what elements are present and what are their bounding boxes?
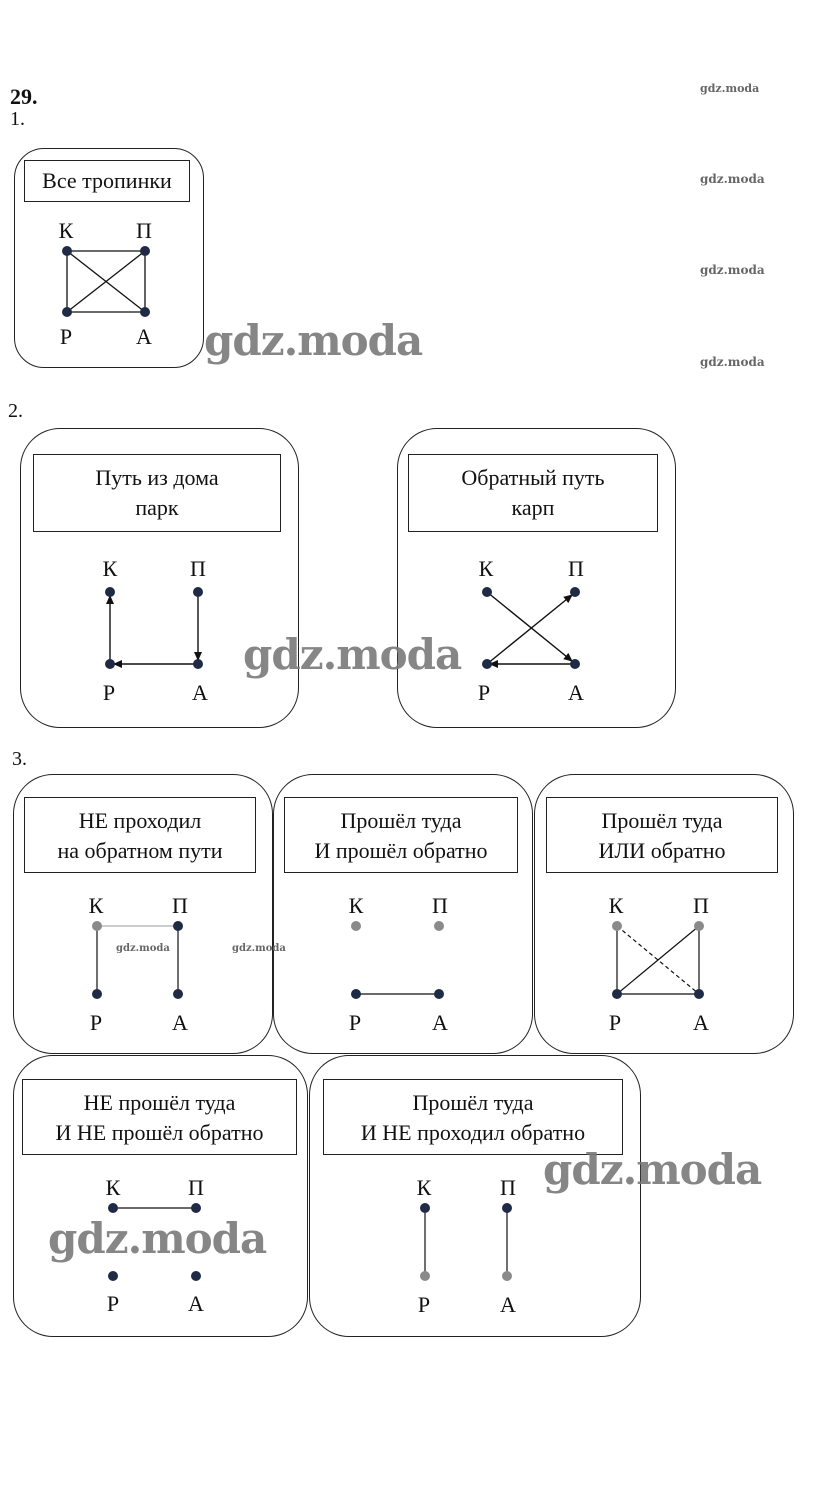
node-a	[502, 1271, 512, 1281]
task-number: 29.	[10, 84, 38, 109]
label-line: Путь из дома	[95, 465, 219, 490]
node-letter-a: А	[432, 1010, 448, 1035]
watermark: gdz.moda	[204, 316, 423, 365]
node-letter-p: П	[432, 893, 448, 918]
node-letter-r: Р	[102, 680, 116, 705]
node-letter-a: А	[172, 1010, 188, 1035]
watermark: gdz.moda	[116, 943, 170, 954]
node-letter-a: А	[568, 680, 584, 705]
node-letter-p: П	[568, 556, 584, 581]
node-letter-r: Р	[348, 1010, 362, 1035]
label-line: карп	[511, 495, 555, 520]
part-3-number: 3.	[12, 748, 27, 770]
node-k	[92, 921, 102, 931]
watermark: gdz.moda	[243, 630, 462, 679]
label-line: И прошёл обратно	[314, 838, 488, 863]
node-k	[108, 1203, 118, 1213]
node-letter-r: Р	[608, 1010, 622, 1035]
label-line: Обратный путь	[461, 465, 605, 490]
node-p	[502, 1203, 512, 1213]
node-a	[434, 989, 444, 999]
label-line: на обратном пути	[57, 838, 223, 863]
node-r	[92, 989, 102, 999]
label-line: И НЕ проходил обратно	[360, 1120, 586, 1145]
label-line: И НЕ прошёл обратно	[55, 1120, 264, 1145]
node-letter-r: Р	[59, 324, 73, 349]
node-letter-r: Р	[477, 680, 491, 705]
node-letter-p: П	[190, 556, 206, 581]
node-letter-p: П	[172, 893, 188, 918]
node-letter-a: А	[500, 1292, 516, 1317]
node-letter-a: А	[136, 324, 152, 349]
label-line: Прошёл туда	[601, 808, 723, 833]
watermark: gdz.moda	[700, 355, 765, 369]
part-2-number: 2.	[8, 400, 23, 422]
label-line: ИЛИ обратно	[598, 838, 726, 863]
node-letter-a: А	[192, 680, 208, 705]
node-letter-p: П	[136, 218, 152, 243]
node-letter-p: П	[188, 1175, 204, 1200]
node-letter-k: К	[102, 556, 118, 581]
node-r	[420, 1271, 430, 1281]
node-r	[351, 989, 361, 999]
node-letter-k: К	[105, 1175, 121, 1200]
watermark: gdz.moda	[232, 943, 286, 954]
node-letter-a: А	[188, 1291, 204, 1316]
node-letter-p: П	[500, 1175, 516, 1200]
node-letter-r: Р	[417, 1292, 431, 1317]
node-k	[420, 1203, 430, 1213]
watermark: gdz.moda	[700, 172, 765, 186]
node-r	[612, 989, 622, 999]
node-p	[694, 921, 704, 931]
watermark: gdz.moda	[700, 82, 760, 95]
node-letter-p: П	[693, 893, 709, 918]
node-p	[434, 921, 444, 931]
node-letter-k: К	[58, 218, 74, 243]
node-letter-a: А	[693, 1010, 709, 1035]
watermark: gdz.moda	[700, 263, 765, 277]
node-a	[173, 989, 183, 999]
node-a	[694, 989, 704, 999]
node-letter-k: К	[478, 556, 494, 581]
watermark: gdz.moda	[48, 1214, 267, 1263]
label-line: Прошёл туда	[340, 808, 462, 833]
node-p	[173, 921, 183, 931]
watermark: gdz.moda	[543, 1145, 762, 1194]
node-k	[612, 921, 622, 931]
label-line: НЕ проходил	[78, 808, 202, 833]
label-line: НЕ прошёл туда	[83, 1090, 236, 1115]
label-line: парк	[135, 495, 179, 520]
node-letter-r: Р	[106, 1291, 120, 1316]
node-letter-k: К	[416, 1175, 432, 1200]
node-r	[108, 1271, 118, 1281]
node-k	[351, 921, 361, 931]
node-letter-k: К	[348, 893, 364, 918]
node-letter-k: К	[608, 893, 624, 918]
node-p	[191, 1203, 201, 1213]
node-letter-k: К	[88, 893, 104, 918]
node-a	[191, 1271, 201, 1281]
part-1-number: 1.	[10, 108, 25, 130]
label-line: Все тропинки	[42, 168, 172, 193]
node-letter-r: Р	[89, 1010, 103, 1035]
label-line: Прошёл туда	[412, 1090, 534, 1115]
